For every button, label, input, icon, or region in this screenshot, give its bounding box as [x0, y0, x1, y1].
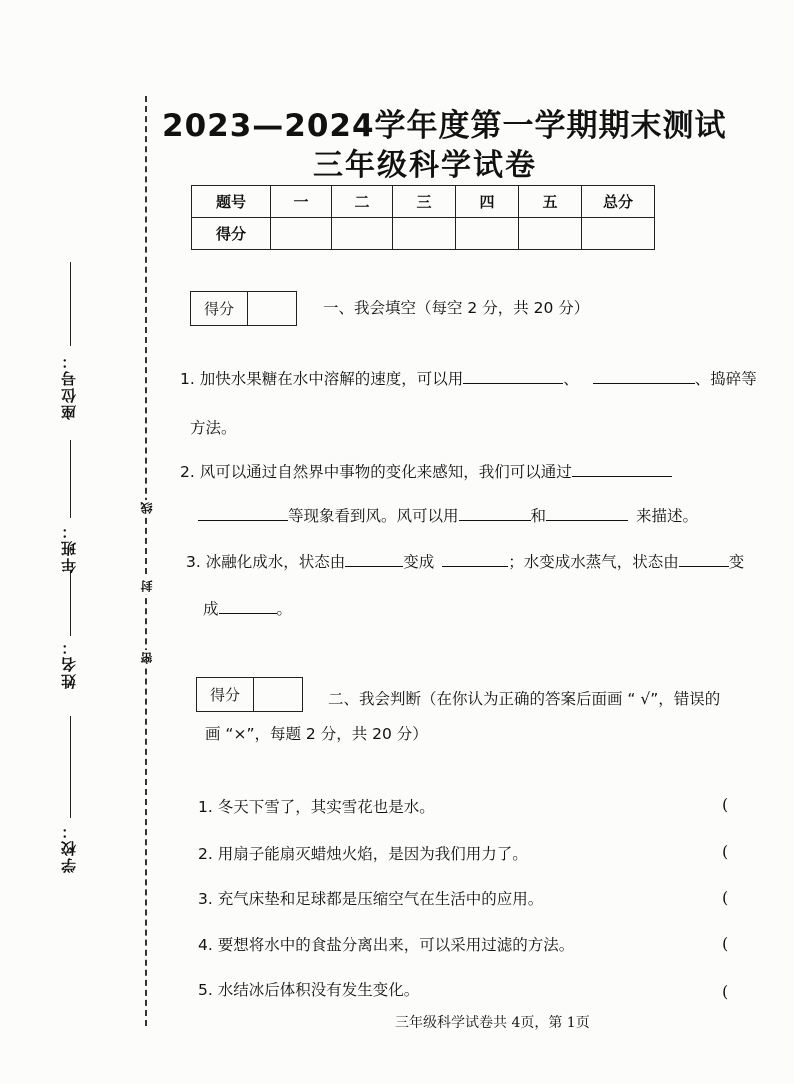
question-2-line-1: 2. 风可以通过自然界中事物的变化来感知，我们可以通过: [180, 460, 672, 482]
score-table-score-row: [192, 218, 655, 250]
score-table-cell: 总分: [582, 186, 655, 218]
seal-mark-xian: 线: [140, 502, 154, 514]
answer-blank[interactable]: [593, 368, 695, 385]
score-input-cell[interactable]: [519, 218, 582, 250]
section1-heading: 一、我会填空（每空 2 分，共 20 分）: [323, 299, 590, 317]
answer-blank[interactable]: [219, 598, 277, 615]
seal-mark-mi: 密: [140, 652, 154, 664]
section2-score-input[interactable]: [254, 678, 302, 711]
question-3-line-2: 成 。: [203, 597, 292, 619]
class-field-line[interactable]: [70, 440, 71, 518]
judge-item-5: 5. 水结冰后体积没有发生变化。: [198, 981, 420, 999]
answer-paren[interactable]: (: [722, 888, 729, 907]
section2-score-box: [196, 677, 303, 712]
judge-item-2: 2. 用扇子能扇灭蜡烛火焰，是因为我们用力了。: [198, 845, 528, 863]
answer-paren[interactable]: (: [722, 795, 729, 814]
exam-title: 2023—2024学年度第一学期期末测试: [162, 108, 727, 144]
question-1-line-1: 1. 加快水果糖在水中溶解的速度，可以用 、 、捣碎等: [180, 367, 757, 389]
name-field-line[interactable]: [70, 570, 71, 636]
judge-item-1: 1. 冬天下雪了，其实雪花也是水。: [198, 798, 435, 816]
section2-heading-line-2: 画 “×”，每题 2 分，共 20 分）: [205, 725, 428, 743]
answer-blank[interactable]: [463, 368, 563, 385]
score-table-cell: 三: [393, 186, 456, 218]
seat-field-line[interactable]: [70, 262, 71, 346]
page-footer: 三年级科学试卷共 4页，第 1页: [395, 1015, 590, 1031]
answer-paren[interactable]: (: [722, 982, 729, 1001]
name-label: 姓名：: [60, 638, 78, 689]
score-table-cell: 题号: [192, 186, 271, 218]
question-3-line-1: 3. 冰融化成水，状态由 变成 ；水变成水蒸气，状态由 变: [186, 550, 744, 572]
question-1-line-2: 方法。: [190, 419, 237, 437]
answer-blank[interactable]: [345, 551, 403, 568]
answer-blank[interactable]: [572, 461, 672, 478]
score-summary-table: [191, 185, 655, 250]
class-label: 年班：: [60, 522, 78, 573]
answer-paren[interactable]: (: [722, 842, 729, 861]
school-label: 学校：: [60, 822, 78, 873]
answer-blank[interactable]: [679, 551, 729, 568]
seal-mark-feng: 封: [140, 580, 154, 592]
exam-subtitle: 三年级科学试卷: [313, 148, 537, 183]
section1-score-box: [190, 291, 297, 326]
seat-label: 座位号：: [60, 352, 78, 420]
answer-blank[interactable]: [459, 505, 531, 522]
score-table-cell: 五: [519, 186, 582, 218]
section2-score-label: 得分: [197, 678, 254, 711]
answer-blank[interactable]: [546, 505, 628, 522]
judge-item-3: 3. 充气床垫和足球都是压缩空气在生活中的应用。: [198, 890, 544, 908]
score-table-cell: 二: [332, 186, 393, 218]
answer-blank[interactable]: [442, 551, 508, 568]
section1-score-input[interactable]: [248, 292, 296, 325]
school-field-line[interactable]: [70, 716, 71, 818]
answer-paren[interactable]: (: [722, 934, 729, 953]
question-2-line-2: 等现象看到风。风可以用 和 来描述。: [198, 504, 698, 526]
score-input-cell[interactable]: [582, 218, 655, 250]
score-input-cell[interactable]: [332, 218, 393, 250]
score-table-cell: 四: [456, 186, 519, 218]
score-input-cell[interactable]: [393, 218, 456, 250]
score-table-cell: 一: [271, 186, 332, 218]
score-input-cell[interactable]: [456, 218, 519, 250]
answer-blank[interactable]: [198, 505, 288, 522]
binding-cut-line: [145, 96, 147, 1026]
judge-item-4: 4. 要想将水中的食盐分离出来，可以采用过滤的方法。: [198, 936, 575, 954]
score-table-header-row: [192, 186, 655, 218]
score-input-cell[interactable]: [271, 218, 332, 250]
section2-heading-line-1: 二、我会判断（在你认为正确的答案后面画 “ √”，错误的: [328, 690, 721, 708]
score-table-cell: 得分: [192, 218, 271, 250]
section1-score-label: 得分: [191, 292, 248, 325]
